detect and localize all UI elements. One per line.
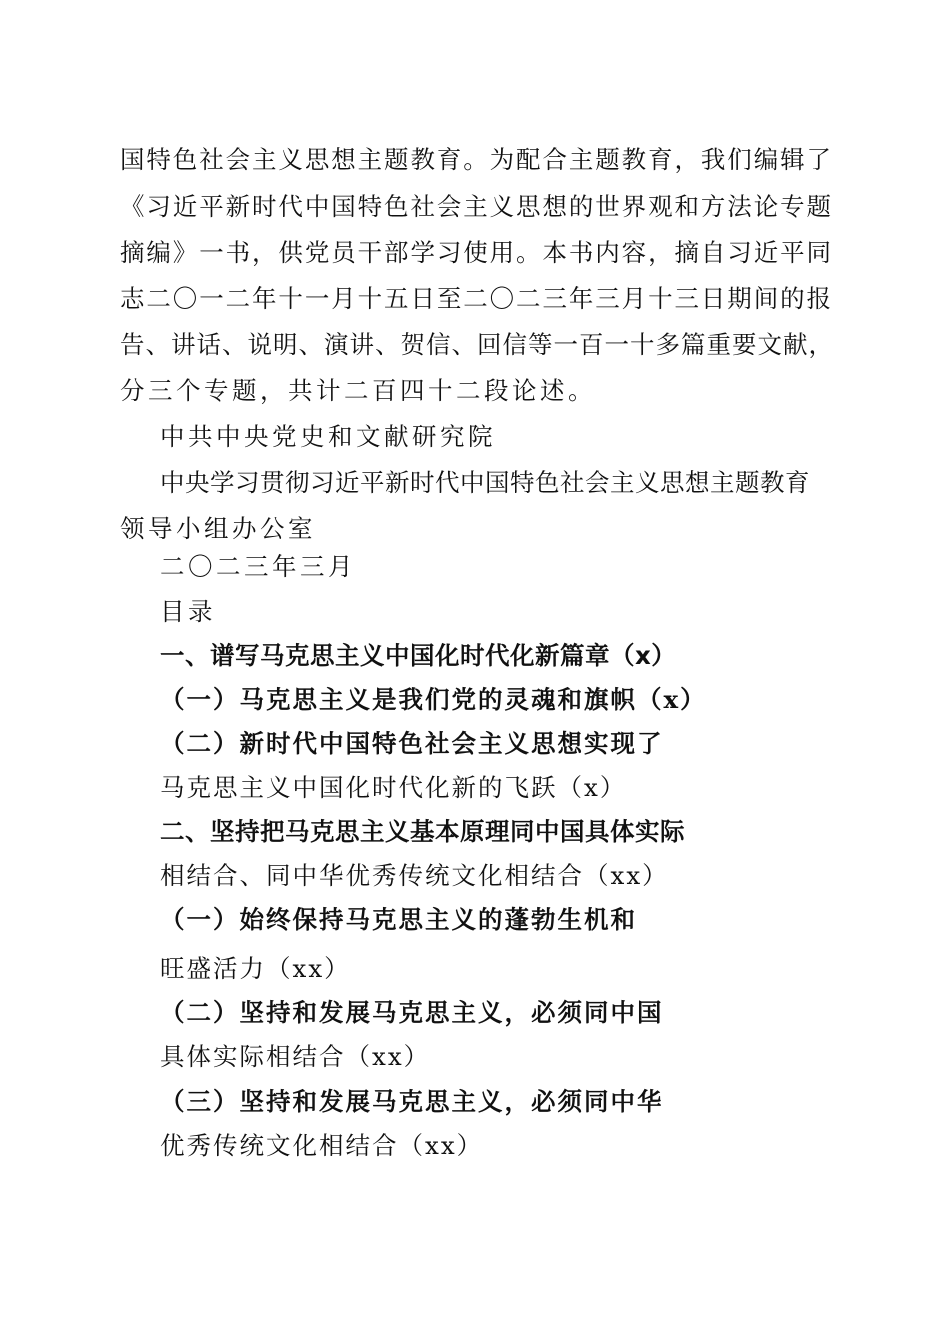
intro-line-1: 国特色社会主义思想主题教育。为配合主题教育，我们编辑了 — [120, 145, 832, 174]
intro-line-6: 分三个专题，共计二百四十二段论述。 — [120, 376, 596, 405]
toc-entry-2: 二、坚持把马克思主义基本原理同中国具体实际 — [160, 817, 685, 846]
intro-line-3: 摘编》一书，供党员干部学习使用。本书内容，摘自习近平同 — [120, 238, 832, 267]
intro-line-2: 《习近平新时代中国特色社会主义思想的世界观和方法论专题 — [120, 192, 832, 221]
toc-entry-2-3: （三）坚持和发展马克思主义，必须同中华 — [160, 1087, 664, 1116]
toc-entry-2-1-cont: 旺盛活力（xx） — [160, 954, 351, 983]
toc-entry-1-2-cont: 马克思主义中国化时代化新的飞跃（x） — [160, 773, 627, 802]
signature-org-2-line-2: 领导小组办公室 — [120, 514, 316, 543]
toc-entry-2-cont: 相结合、同中华优秀传统文化相结合（xx） — [160, 861, 669, 890]
toc-title: 目录 — [160, 597, 216, 626]
toc-entry-1: 一、谱写马克思主义中国化时代化新篇章（x） — [160, 641, 677, 670]
toc-entry-2-1: （一）始终保持马克思主义的蓬勃生机和 — [160, 905, 637, 934]
toc-entry-2-2-cont: 具体实际相结合（xx） — [160, 1042, 431, 1071]
toc-entry-1-2: （二）新时代中国特色社会主义思想实现了 — [160, 729, 664, 758]
signature-org-1: 中共中央党史和文献研究院 — [160, 422, 496, 451]
intro-line-4: 志二〇一二年十一月十五日至二〇二三年三月十三日期间的报 — [120, 284, 832, 313]
intro-line-5: 告、讲话、说明、演讲、贺信、回信等一百一十多篇重要文献， — [120, 330, 834, 359]
signature-org-2-line-1: 中央学习贯彻习近平新时代中国特色社会主义思想主题教育 — [160, 468, 810, 497]
toc-entry-2-3-cont: 优秀传统文化相结合（xx） — [160, 1131, 484, 1160]
toc-entry-1-1: （一）马克思主义是我们党的灵魂和旗帜（x） — [160, 685, 707, 714]
signature-date: 二〇二三年三月 — [160, 552, 356, 581]
toc-entry-2-2: （二）坚持和发展马克思主义，必须同中国 — [160, 998, 664, 1027]
